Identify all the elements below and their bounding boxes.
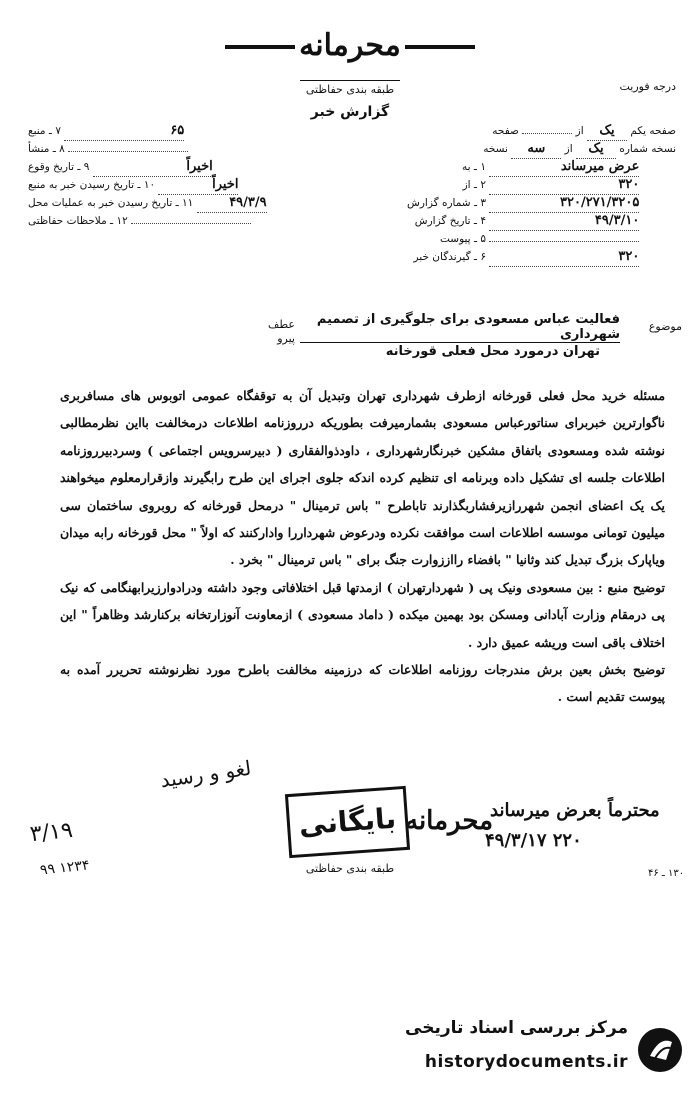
field-operations-received-date: ۱۱ ـ تاریخ رسیدن خبر به عملیات محل ۴۹/۳/۹ (28, 194, 318, 212)
field-from: ۲ ـ از ۳۲۰ (396, 176, 676, 194)
field-to: ۱ ـ به عرض میرساند (396, 158, 676, 176)
field-recipients: ۶ ـ گیرندگان خبر ۳۲۰ (396, 248, 676, 266)
footer-watermark (380, 1012, 690, 1090)
field-copy: نسخه شماره یک از سه نسخه (396, 140, 676, 158)
left-fields (28, 122, 318, 230)
urgency-label: درجه فوریت (619, 80, 676, 93)
field-report-number: ۳ ـ شماره گزارش ۳۲۰/۲۷۱/۳۲۰۵ (396, 194, 676, 212)
org-name: مرکز بررسی اسناد تاریخی (405, 1018, 628, 1038)
submission-line: محترماً بعرض میرساند (490, 800, 660, 821)
subject-line-1: فعالیت عباس مسعودی برای جلوگیری از تصمیم شهرداری (300, 312, 620, 343)
body-paragraph: توضیح بخش بعین برش مندرجات روزنامه اطلاعات که درزمینه مخالفت باطرح مورد نظرنوشته تحریرر آمده به پیوست تقدیم است . (60, 662, 665, 705)
field-event-date: ۹ ـ تاریخ وقوع اخیراً (28, 158, 318, 176)
subject-line-2: تهران درمورد محل فعلی قورخانه (385, 344, 600, 359)
field-attachment: ۵ ـ پیوست (396, 230, 676, 248)
submission-date: ۴۹/۳/۱۷ ۲۲۰ (485, 830, 582, 851)
body-paragraph: مسئله خرید محل فعلی قورخانه ازطرف شهرداری تهران وتبدیل آن به توقفگاه عمومی اتوبوس های مسافربری ناگوارترین خبربرای سناتورعباس مسعودی بشمارمیرفت بطوریکه درروزنامه اطلاعات درمخالفت بااین نظرمطالبی نوشته شده ومسعودی باتفاق مشکین خبرنگارشهرداری ، داودذوالفقاری ( دبیرسرویس اجتماعی ) وسردبیرروزنامه اطلاعات جلسه ای تشکیل داده وبرنامه ای تنظیم کرده اندکه جلوی اجرای این طرح رابگیرند وازقرارمعلوم میخواهند یک یک اعضای انجمن شهررازیرفشاربگذارند تاباطرح " باس ترمینال " درمحل قورخانه که روبروی ساختمان سی میلیون تومانی موسسه اطلاعات است موافقت نکرده ودرعوض شهرداررا واداركنند که اولاً " محل قورخانه رابه میدان ویاپارک بزرگ تبدیل کند وثانیا " بافضاء رااززوارت جنگ برای " باس ترمینال " بخرد . (60, 388, 665, 568)
field-source-received-date: ۱۰ ـ تاریخ رسیدن خبر به منبع اخیراً (28, 176, 318, 194)
body-paragraph: توضیح منبع : بین مسعودی ونیک پی ( شهردارتهران ) ازمدتها قبل اختلافاتی وجود داشته ودرادوارزیرابهنگامی که نیک پی درمقام وزارت آبادانی ومسکن بود بهمین میکده ( داماد مسعودی ) ازمعاونت آنوزارتخانه برکنارشد وظاهراً " این اختلاف باقی است وریشه عمیق دارد . (60, 579, 665, 650)
org-url[interactable]: historydocuments.ir (424, 1052, 628, 1072)
handwritten-signature-note: لغو و رسید (158, 755, 253, 793)
archive-stamp: بایگانی (285, 786, 410, 858)
document-center-logo-icon (636, 1026, 684, 1074)
field-security-notes: ۱۲ ـ ملاحظات حفاظتی (28, 212, 318, 230)
form-code: ۱۳۰ ـ ۴۶ (648, 868, 685, 879)
stamp-confidential: محرمانه (405, 806, 494, 836)
right-fields (396, 122, 676, 266)
reference-note: عطف پیرو (268, 318, 295, 345)
field-source: ۷ ـ منبع ۶۵ (28, 122, 318, 140)
field-report-date: ۴ ـ تاریخ گزارش ۴۹/۳/۱۰ (396, 212, 676, 230)
field-origin: ۸ ـ منشأ (28, 140, 318, 158)
report-title: گزارش خبر (310, 104, 390, 120)
handwritten-date: ۳/۱۹ (28, 817, 75, 848)
bottom-classification-label: طبقه بندی حفاظتی (305, 862, 395, 875)
subject-label: موضوع (648, 320, 682, 333)
field-page: صفحه یکم یک از صفحه (396, 122, 676, 140)
report-body (60, 382, 665, 711)
document-title: محرمانه (0, 28, 700, 63)
classification-label: طبقه بندی حفاظتی (300, 80, 400, 96)
handwritten-number: ۹۹ ۱۲۳۴ (39, 857, 91, 879)
